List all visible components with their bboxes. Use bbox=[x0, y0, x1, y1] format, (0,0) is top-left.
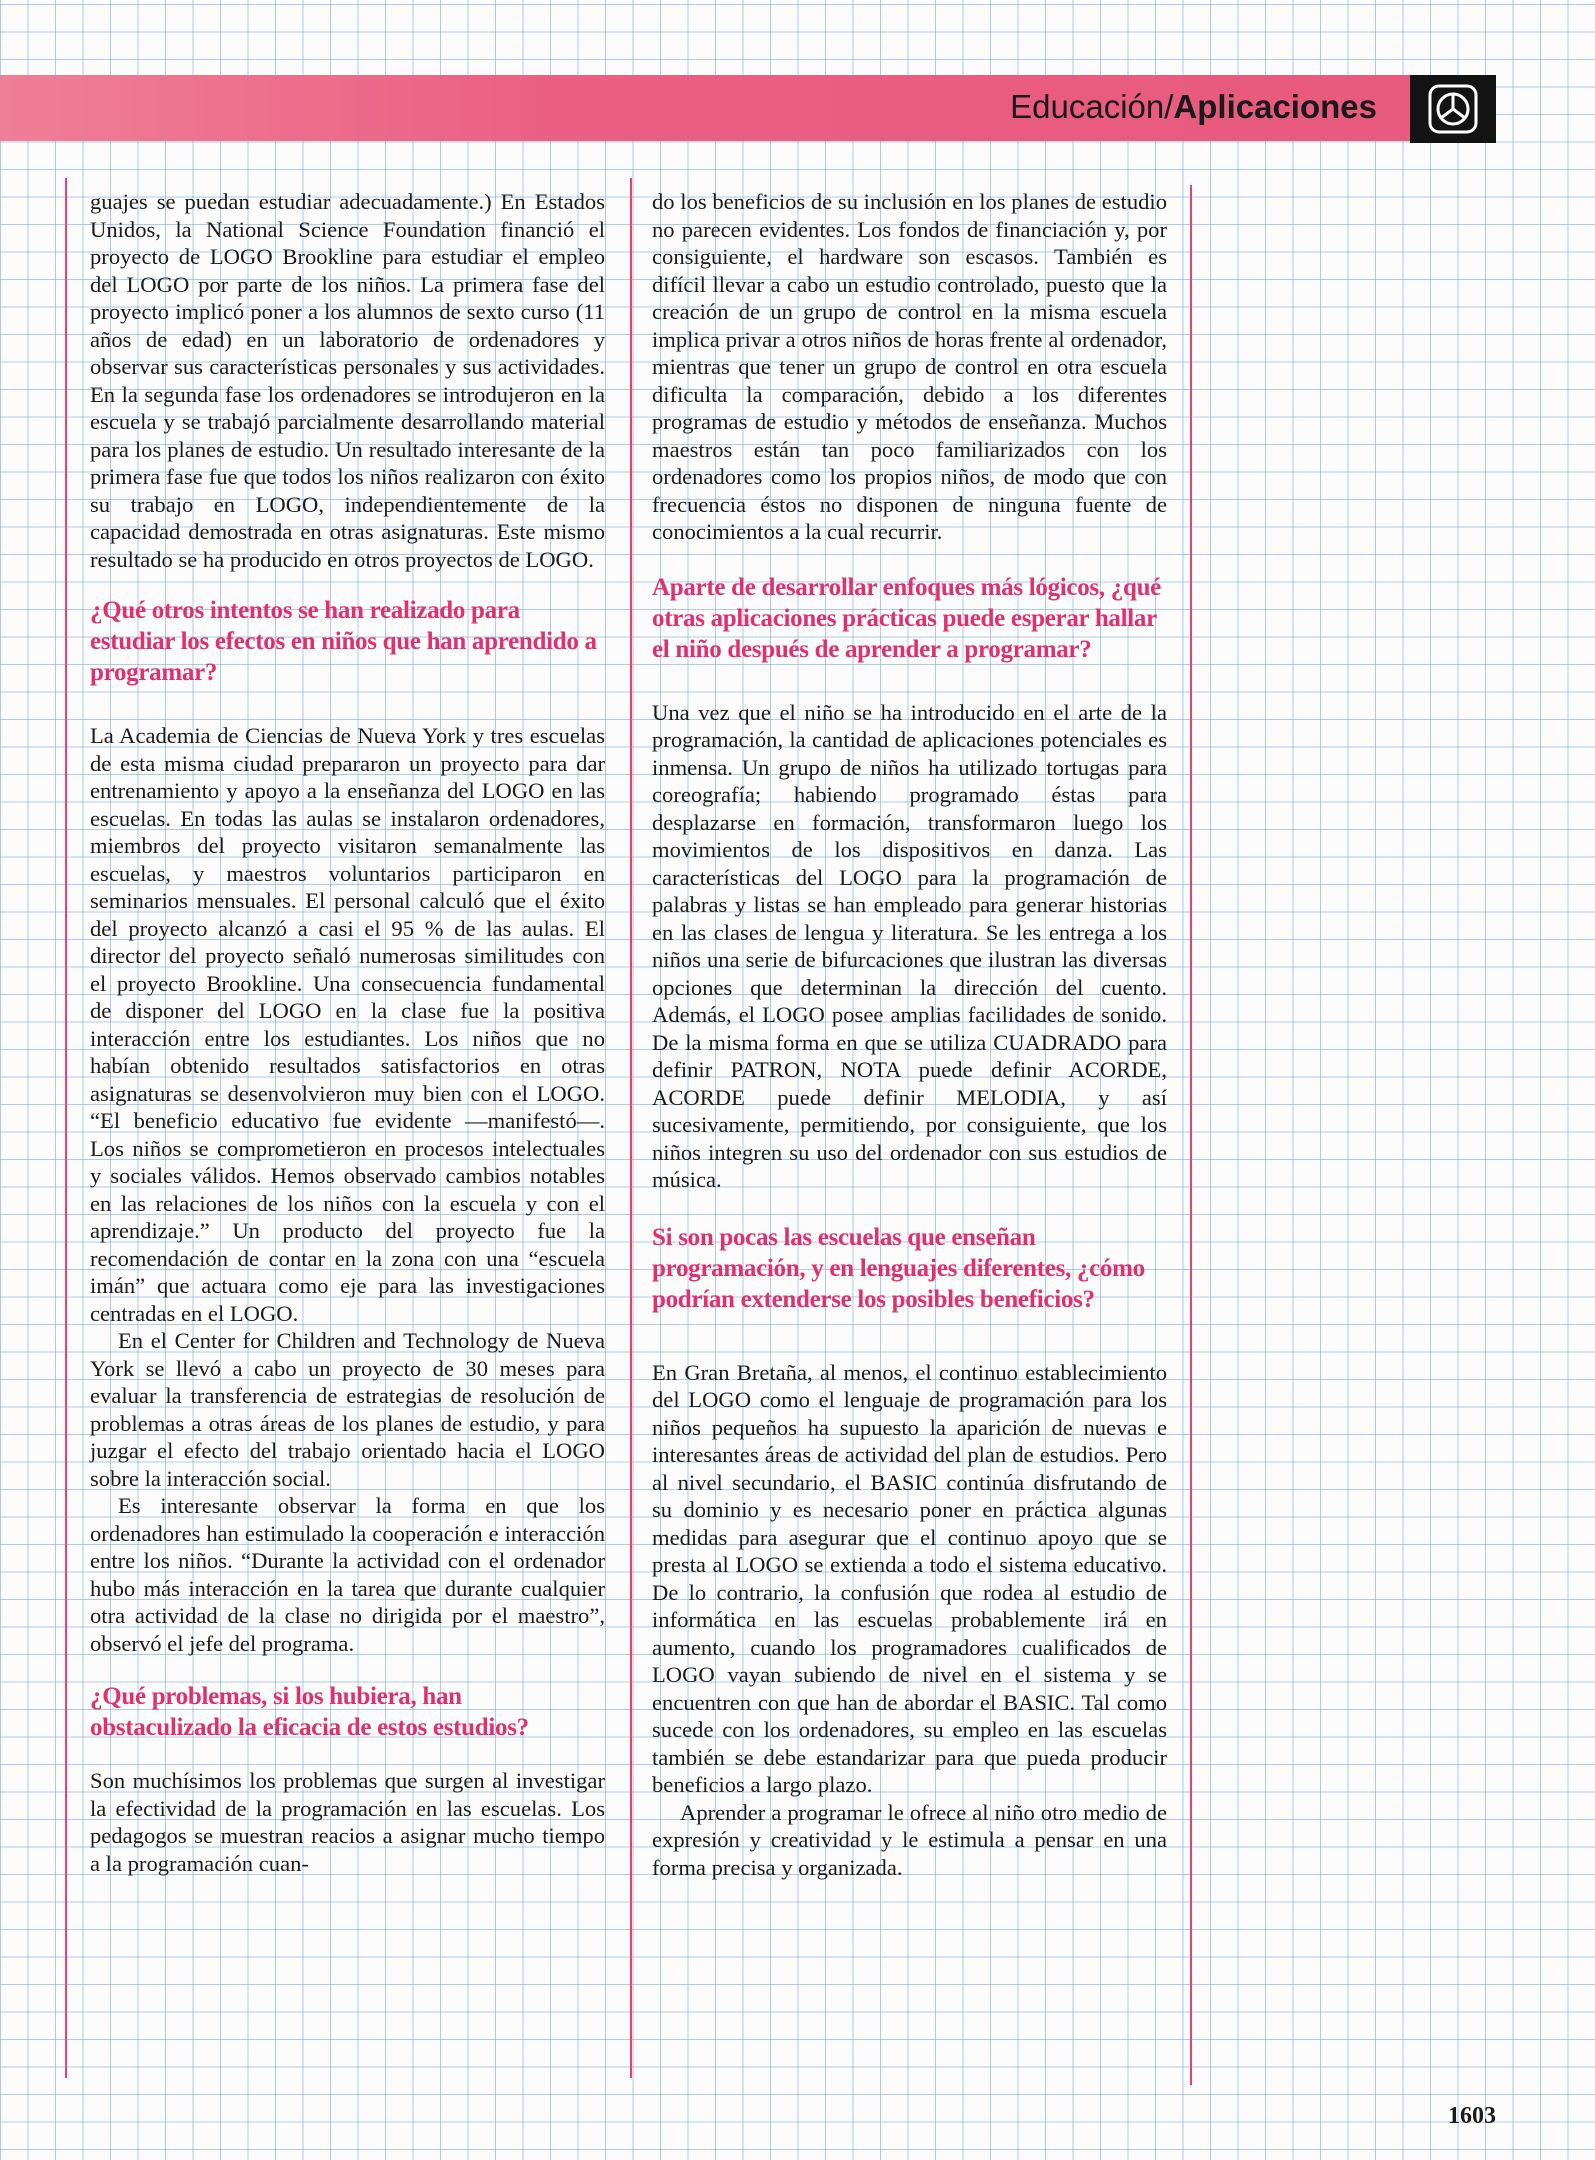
column-rule-middle bbox=[630, 178, 632, 2078]
section-logo bbox=[1410, 75, 1496, 143]
section-title bbox=[1010, 88, 1377, 126]
paragraph: do los beneficios de su inclusión en los planes de estudio no parecen evidentes. Los fondos de financiación y, por consiguiente, el hardware son escasos. También es difícil llevar a cabo un estudio controlado, puesto que la creación de un grupo de control en la misma escuela implica privar a otros niños de horas frente al ordenador, mientras que tener un grupo de control en otra escuela dificulta la comparación, debido a los diferentes programas de estudio y métodos de enseñanza. Muchos maestros están tan poco familiarizados con los ordenadores como los propios niños, de modo que con frecuencia éstos no disponen de ninguna fuente de conocimientos a la cual recurrir. bbox=[652, 189, 1167, 544]
left-column bbox=[90, 188, 605, 1877]
paragraph: En Gran Bretaña, al menos, el continuo establecimiento del LOGO como el lenguaje de programación para los niños pequeños ha supuesto la aparición de nuevas e interesantes áreas de actividad del plan de estudios. Pero al nivel secundario, el BASIC continúa disfrutando de su dominio y es necesario poner en práctica algunas medidas para asegurar que el continuo apoyo que se presta al LOGO se extienda a todo el sistema educativo. De lo contrario, la confusión que rodea al estudio de informática en las escuelas probablemente irá en aumento, cuando los programadores cualificados de LOGO vayan subiendo de nivel en el sistema y se encuentren con que han de abordar el BASIC. Tal como sucede con los ordenadores, su empleo en las escuelas también se debe estandarizar para que pueda producir beneficios a largo plazo. bbox=[652, 1359, 1167, 1797]
paragraph: Una vez que el niño se ha introducido en el arte de la programación, la cantidad de aplicaciones potenciales es inmensa. Un grupo de niños ha utilizado tortugas para coreografía; habiendo programado éstas para desplazarse en formación, transformaron luego los movimientos de los dispositivos en danza. Las características del LOGO para la programación de palabras y listas se han empleado para generar historias en las clases de lengua y literatura. Se les entrega a los niños una serie de bifurcaciones que ilustran las diversas opciones que determinan la dirección del cuento. Además, el LOGO posee amplias facilidades de sonido. De la misma forma en que se utiliza CUADRADO para definir PATRON, NOTA puede definir ACORDE, ACORDE puede definir MELODIA, y así sucesivamente, permitiendo, por consiguiente, que los niños integren su uso del ordenador con sus estudios de música. bbox=[652, 699, 1167, 1192]
paragraph: Son muchísimos los problemas que surgen al investigar la efectividad de la programación en las escuelas. Los pedagogos se muestran reacios a asignar mucho tiempo a la programación cuan- bbox=[90, 1768, 605, 1876]
section-label: Educación/ bbox=[1010, 88, 1174, 125]
subsection-label: Aplicaciones bbox=[1173, 88, 1377, 125]
section-emblem-icon bbox=[1427, 83, 1479, 135]
question-heading: ¿Qué otros intentos se han realizado para estudiar los efectos en niños que han aprendido a programar? bbox=[90, 597, 597, 686]
paragraph: En el Center for Children and Technology de Nueva York se llevó a cabo un proyecto de 30 meses para evaluar la transferencia de estrategias de resolución de problemas a otras áreas de los planes de estudio, y para juzgar el efecto del trabajo orientado hacia el LOGO sobre la interacción social. bbox=[90, 1328, 605, 1491]
question-heading: Aparte de desarrollar enfoques más lógicos, ¿qué otras aplicaciones prácticas puede esperar hallar el niño después de aprender a programar? bbox=[652, 573, 1161, 663]
right-column bbox=[652, 188, 1167, 1881]
paragraph: guajes se puedan estudiar adecuadamente.) En Estados Unidos, la National Science Foundation financió el proyecto de LOGO Brookline para estudiar el empleo del LOGO por parte de los niños. La primera fase del proyecto implicó poner a los alumnos de sexto curso (11 años de edad) en un laboratorio de ordenadores y observar sus características personales y sus actividades. En la segunda fase los ordenadores se introdujeron en la escuela y se trabajó parcialmente desarrollando material para los planes de estudio. Un resultado interesante de la primera fase fue que todos los niños realizaron con éxito su trabajo en LOGO, independientemente de la capacidad demostrada en otras asignaturas. Este mismo resultado se ha producido en otros proyectos de LOGO. bbox=[90, 189, 605, 572]
paragraph: Aprender a programar le ofrece al niño otro medio de expresión y creatividad y le estimula a pensar en una forma precisa y organizada. bbox=[652, 1799, 1167, 1880]
column-rule-right bbox=[1190, 185, 1192, 2085]
column-rule-left bbox=[65, 178, 67, 2078]
page-number: 1603 bbox=[1448, 2103, 1496, 2129]
paragraph: La Academia de Ciencias de Nueva York y tres escuelas de esta misma ciudad prepararon un proyecto para dar entrenamiento y apoyo a la enseñanza del LOGO en las escuelas. En todas las aulas se instalaron ordenadores, miembros del proyecto visitaron semanalmente las escuelas, y maestros voluntarios participaron en seminarios mensuales. El personal calculó que el éxito del proyecto alcanzó a casi el 95 % de las aulas. El director del proyecto señaló numerosas similitudes con el proyecto Brookline. Una consecuencia fundamental de disponer del LOGO en la clase fue la positiva interacción entre los estudiantes. Los niños que no habían obtenido resultados satisfactorios en otras asignaturas se desenvolvieron muy bien con el LOGO. “El beneficio educativo fue evidente —manifestó—. Los niños se comprometieron en procesos intelectuales y sociales válidos. Hemos observado cambios notables en las relaciones de los niños con la escuela y con el aprendizaje.” Un producto del proyecto fue la recomendación de contar en la zona con una “escuela imán” que actuara como eje para las investigaciones centradas en el LOGO. bbox=[90, 723, 605, 1326]
question-heading: ¿Qué problemas, si los hubiera, han obstaculizado la eficacia de estos estudios? bbox=[90, 1683, 529, 1741]
question-heading: Si son pocas las escuelas que enseñan programación, y en lenguajes diferentes, ¿cómo podrían extenderse los posibles beneficios? bbox=[652, 1223, 1145, 1313]
paragraph: Es interesante observar la forma en que los ordenadores han estimulado la cooperación e interacción entre los niños. “Durante la actividad con el ordenador hubo más interacción en la tarea que durante cualquier otra actividad de la clase no dirigida por el maestro”, observó el jefe del programa. bbox=[90, 1493, 605, 1656]
